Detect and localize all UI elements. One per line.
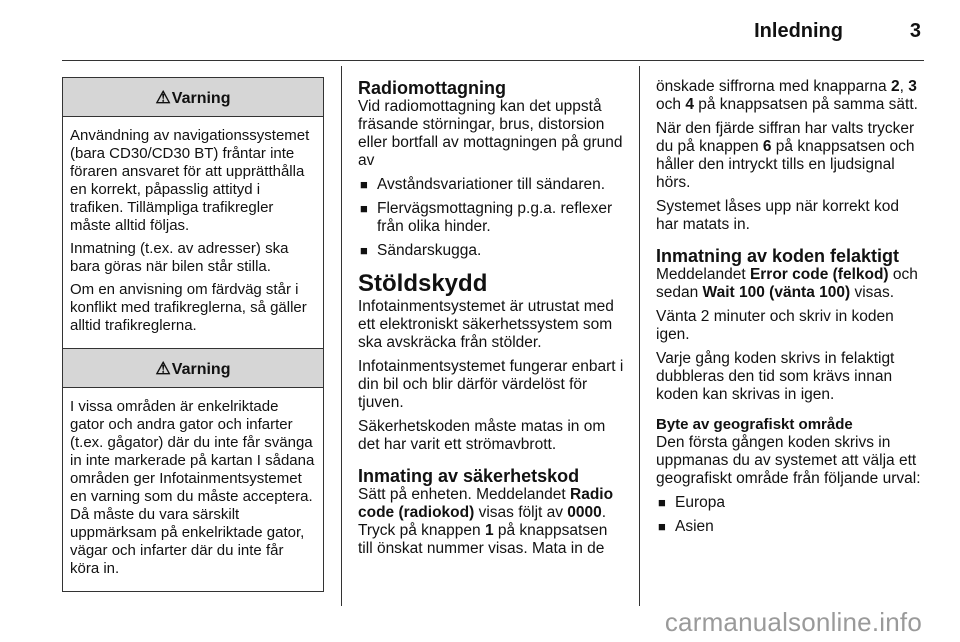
warning-header (63, 78, 323, 117)
right-column (656, 78, 924, 542)
section-heading-wrong-code: Inmatning av koden felaktigt (656, 246, 900, 266)
warning-paragraph: Användning av navigationssystemet (bara CD30/CD30 BT) fråntar inte föraren ansvaret för att upprätthålla en korrekt, påpasslig attityd i trafiken. Tillämpliga trafikregler måste alltid följas. (70, 127, 310, 234)
list-item: ■ Asien (658, 518, 714, 535)
code-entry-paragraph: Sätt på enheten. Meddelandet Radio code (radiokod) visas följt av 0000. Tryck på knappen 1 på knappsatsen till önskat nummer visas. Mata in de (358, 486, 614, 557)
list-item: ■ Europa (658, 494, 725, 511)
theft-paragraph: Säkerhetskoden måste matas in om det har varit ett strömavbrott. (358, 418, 606, 453)
column-divider-1 (341, 66, 342, 606)
warning-heading: Varning (171, 90, 231, 107)
warning-box-navigation (62, 77, 324, 349)
section-heading-radio: Radiomottagning (358, 78, 506, 98)
chapter-title: Inledning (754, 20, 843, 42)
middle-column (358, 78, 624, 564)
bullet-icon: ■ (360, 177, 368, 192)
warning-header (63, 349, 323, 388)
warning-body (63, 388, 323, 591)
list-item: ■ Flervägsmottagning p.g.a. reflexer från olika hinder. (360, 200, 613, 235)
theft-paragraph: Infotainmentsystemet fungerar enbart i din bil och blir därför värdelöst för tjuven. (358, 358, 624, 411)
geo-paragraph: Den första gången koden skrivs in uppmanas du av systemet att välja ett geografiskt område från följande urval: (656, 434, 921, 487)
list-item: ■ Sändarskugga. (360, 242, 482, 259)
page-header (0, 14, 960, 54)
bullet-icon: ■ (658, 519, 666, 534)
page-number: 3 (909, 20, 921, 42)
bullet-icon: ■ (360, 243, 368, 258)
bullet-icon: ■ (360, 201, 368, 216)
section-heading-theft: Stöldskydd (358, 270, 488, 297)
wrong-code-paragraph: Meddelandet Error code (felkod) och sedan Wait 100 (vänta 100) visas. (656, 266, 918, 301)
doubling-paragraph: Varje gång koden skrivs in felaktigt dubbleras den tid som krävs innan koden kan skrivas in igen. (656, 350, 895, 403)
theft-paragraph: Infotainmentsystemet är utrustat med ett elektroniskt säkerhetssystem som ska avskräcka från stölder. (358, 298, 614, 351)
watermark-brand: carmanualsonline.info (664, 607, 922, 637)
warning-paragraph: Om en anvisning om färdväg står i konflikt med trafikreglerna, så gäller alltid trafikreglerna. (70, 281, 307, 334)
warning-triangle-icon: ⚠ (155, 359, 171, 378)
warning-heading: Varning (171, 361, 231, 378)
radio-intro: Vid radiomottagning kan det uppstå fräsande störningar, brus, distorsion eller bortfall av mottagningen på grund av (358, 98, 623, 169)
subheading-geo-area: Byte av geografiskt område (656, 416, 853, 433)
code-continue-paragraph: önskade siffrorna med knapparna 2, 3 och 4 på knappsatsen på samma sätt. (656, 78, 918, 113)
section-heading-code-entry: Inmating av säkerhetskod (358, 466, 580, 486)
list-item: ■ Avståndsvariationer till sändaren. (360, 176, 606, 193)
warning-box-one-way (62, 348, 324, 592)
column-divider-2 (639, 66, 640, 606)
bullet-icon: ■ (658, 495, 666, 510)
warning-paragraph: I vissa områden är enkelriktade gator och andra gator och infarter (t.ex. gågator) där du inte får svänga in inte markerade på kartan I sådana områden ger Infotainmentsystemet en varning som du måste acceptera. Då måste du vara särskilt uppmärksam på enkelriktade gator, vägar och infarter där du inte får köra in. (70, 398, 315, 577)
radio-causes-list (358, 176, 624, 260)
unlock-paragraph: Systemet låses upp när korrekt kod har matats in. (656, 198, 899, 233)
warning-body (63, 117, 323, 348)
fourth-digit-paragraph: När den fjärde siffran har valts trycker du på knappen 6 på knappsatsen och håller den intryckt tills en ljudsignal hörs. (656, 120, 915, 191)
geo-options-list (656, 494, 924, 536)
warning-triangle-icon: ⚠ (155, 88, 171, 107)
warning-paragraph: Inmatning (t.ex. av adresser) ska bara göras när bilen står stilla. (70, 240, 289, 275)
wait-paragraph: Vänta 2 minuter och skriv in koden igen. (656, 308, 894, 343)
header-rule (62, 60, 924, 61)
